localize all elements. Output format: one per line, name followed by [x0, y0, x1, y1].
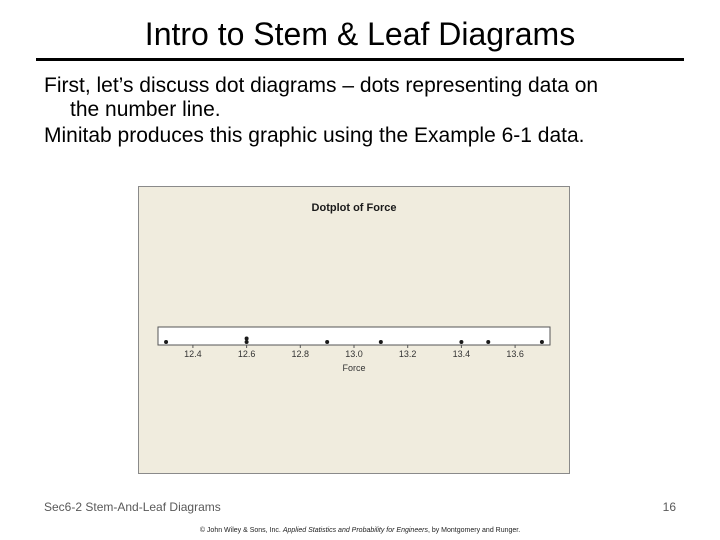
footer-section-label: Sec6-2 Stem-And-Leaf Diagrams: [44, 500, 221, 514]
copyright-prefix: © John Wiley & Sons, Inc.: [199, 527, 281, 534]
x-tick-label: 12.4: [184, 349, 202, 359]
copyright-book-title: Applied Statistics and Probability for Engineers: [282, 527, 428, 534]
copyright-line: [0, 527, 720, 534]
plot-area: [158, 327, 550, 345]
data-dot: [379, 340, 383, 344]
bullet-1-line-1: First, let’s discuss dot diagrams – dots representing data on: [44, 74, 599, 97]
chart-title: Dotplot of Force: [311, 202, 397, 214]
x-tick-label: 13.2: [398, 349, 417, 359]
slide-body: [44, 74, 694, 148]
data-dot: [245, 340, 249, 344]
data-dot: [540, 340, 544, 344]
bullet-1-line-2: the number line.: [70, 98, 221, 121]
x-tick-label: 12.6: [237, 349, 256, 359]
dotplot-chart: [138, 186, 570, 474]
data-dot: [325, 340, 329, 344]
data-dot: [245, 337, 249, 341]
data-dot: [459, 340, 463, 344]
x-tick-label: 13.0: [345, 349, 363, 359]
data-dot: [164, 340, 168, 344]
slide-title: Intro to Stem & Leaf Diagrams: [144, 16, 576, 52]
copyright-suffix: , by Montgomery and Runger.: [427, 527, 521, 534]
data-dot: [486, 340, 490, 344]
title-underline: [36, 58, 684, 61]
x-tick-label: 13.4: [452, 349, 471, 359]
x-tick-label: 13.6: [506, 349, 524, 359]
bullet-2: Minitab produces this graphic using the Example 6-1 data.: [44, 124, 585, 147]
x-tick-label: 12.8: [291, 349, 310, 359]
page-number: 16: [662, 500, 676, 514]
x-axis-label: Force: [342, 363, 366, 373]
dotplot-figure: [138, 186, 570, 474]
